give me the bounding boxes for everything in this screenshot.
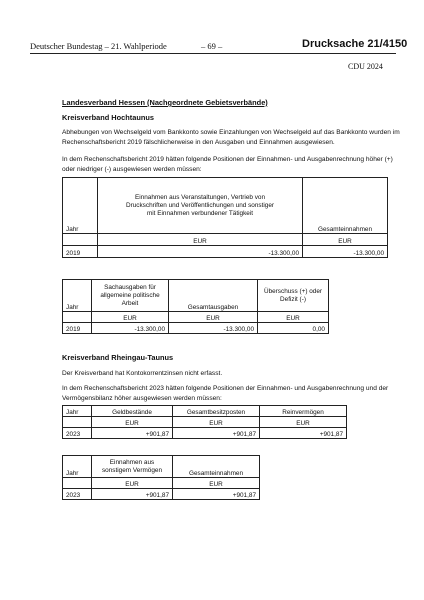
col-gesamteinnahmen: Gesamteinnahmen <box>173 456 260 478</box>
header-publication: Deutscher Bundestag – 21. Wahlperiode <box>30 41 167 51</box>
unit-eur: EUR <box>92 312 169 323</box>
col-einnahmen-sonstiges-vermoegen: Einnahmen aus sonstigem Vermögen <box>92 456 173 478</box>
cell-value: +901,87 <box>173 489 260 500</box>
unit-eur: EUR <box>260 417 347 428</box>
col-jahr: Jahr <box>63 178 98 234</box>
row-year: 2019 <box>63 246 98 258</box>
cell-value: +901,87 <box>260 428 347 439</box>
col-ueberschuss: Überschuss (+) oder Defizit (-) <box>258 280 329 312</box>
table-rheingau-einnahmen <box>62 455 260 500</box>
col-einnahmen-veranstaltungen: Einnahmen aus Veranstaltungen, Vertrieb von Druckschriften und Veröffentlichungen und sonstiger mit Einnahmen verbundener Tätigkeit <box>98 178 303 234</box>
col-jahr: Jahr <box>63 456 92 478</box>
unit-empty <box>63 234 98 246</box>
unit-eur: EUR <box>173 417 260 428</box>
header-rule <box>30 53 396 54</box>
col-jahr: Jahr <box>63 406 92 417</box>
subsection-hochtaunus: Kreisverband Hochtaunus <box>62 113 154 122</box>
unit-empty <box>63 417 92 428</box>
unit-eur: EUR <box>303 234 388 246</box>
col-gesamteinnahmen: Gesamteinnahmen <box>303 178 388 234</box>
col-sachausgaben: Sachausgaben für allgemeine politische Arbeit <box>92 280 169 312</box>
paragraph-kontokorrentzinsen: Der Kreisverband hat Kontokorrentzinsen nicht erfasst. <box>62 370 223 377</box>
unit-eur: EUR <box>92 478 173 489</box>
cell-value: -13.300,00 <box>303 246 388 258</box>
unit-eur: EUR <box>169 312 258 323</box>
drucksache-label: Drucksache 21/ <box>302 38 383 50</box>
section-title-hessen: Landesverband Hessen (Nachgeordnete Gebietsverbände) <box>62 98 268 107</box>
cell-value: +901,87 <box>92 428 173 439</box>
unit-eur: EUR <box>98 234 303 246</box>
cell-value: -13.300,00 <box>98 246 303 258</box>
col-reinvermoegen: Reinvermögen <box>260 406 347 417</box>
unit-empty <box>63 312 92 323</box>
col-gesamtbesitzposten: Gesamtbesitzposten <box>173 406 260 417</box>
row-year: 2019 <box>63 323 92 334</box>
paragraph-wechselgeld: Abhebungen von Wechselgeld vom Bankkonto sowie Einzahlungen von Wechselgeld auf das Bankkonto wurden im Rechenschaftsbericht 2019 fälschlicherweise in den Ausgaben und Einnahmen ausgewiesen. <box>62 129 400 146</box>
cell-value: +901,87 <box>92 489 173 500</box>
table-hochtaunus-ausgaben <box>62 279 329 334</box>
table-rheingau-vermoegen <box>62 405 347 439</box>
unit-empty <box>63 478 92 489</box>
unit-eur: EUR <box>92 417 173 428</box>
paragraph-positions-2023: In dem Rechenschaftsbericht 2023 hätten folgende Positionen der Einnahmen- und Ausgabenrechnung und der Vermögensbilanz höher ausgewiesen werden müssen: <box>62 385 389 402</box>
page-number: – 69 – <box>201 41 223 51</box>
cell-value: -13.300,00 <box>169 323 258 334</box>
paragraph-positions-2019: In dem Rechenschaftsbericht 2019 hätten folgende Positionen der Einnahmen- und Ausgabenrechnung höher (+) oder niedriger (-) ausgewiesen werden müssen: <box>62 156 393 173</box>
drucksache-number <box>302 38 407 50</box>
unit-eur: EUR <box>258 312 329 323</box>
unit-eur: EUR <box>173 478 260 489</box>
table-hochtaunus-einnahmen <box>62 177 388 258</box>
col-geldbestaende: Geldbestände <box>92 406 173 417</box>
subsection-rheingau-taunus: Kreisverband Rheingau-Taunus <box>62 353 174 362</box>
row-year: 2023 <box>63 428 92 439</box>
cell-value: 0,00 <box>258 323 329 334</box>
drucksache-num: 4150 <box>382 38 408 50</box>
row-year: 2023 <box>63 489 92 500</box>
cell-value: +901,87 <box>173 428 260 439</box>
col-jahr: Jahr <box>63 280 92 312</box>
cell-value: -13.300,00 <box>92 323 169 334</box>
col-gesamtausgaben: Gesamtausgaben <box>169 280 258 312</box>
party-year-label: CDU 2024 <box>348 62 383 71</box>
